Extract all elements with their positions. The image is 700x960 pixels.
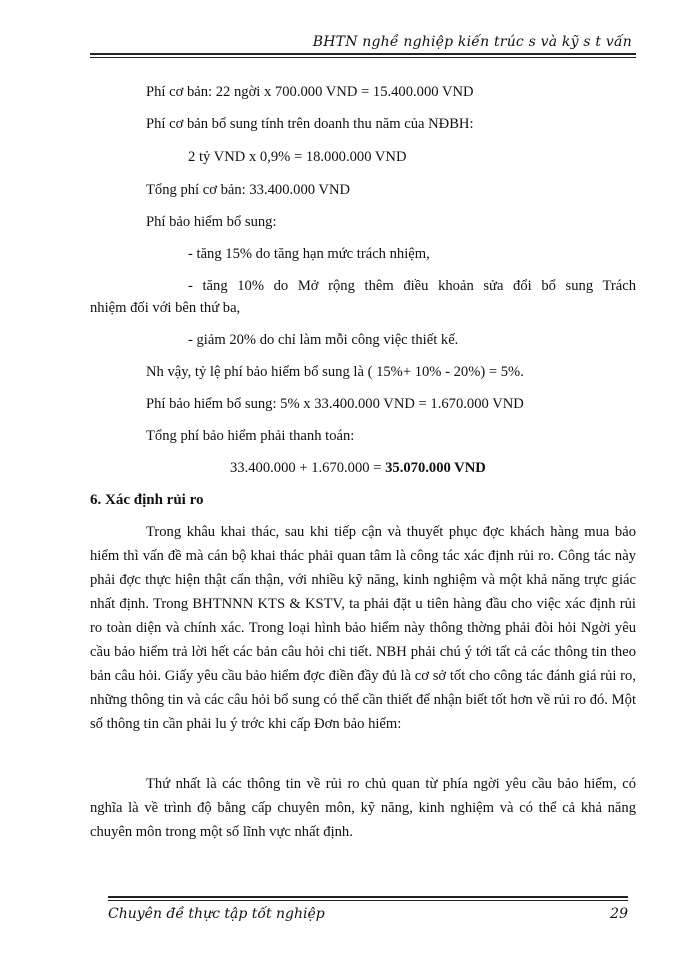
header-title: BHTN nghề nghiệp kiến trúc s và kỹ s t vấn	[312, 34, 632, 50]
bullet-increase-10: - tăng 10% do Mở rộng thêm điều khoản sửa đổi bổ sung Trách	[188, 278, 636, 294]
page-header	[90, 34, 636, 58]
page-number: 29	[610, 906, 628, 922]
paragraph-subjective-risk: Thứ nhất là các thông tin về rủi ro chủ quan từ phía ngời yêu cầu bảo hiểm, có nghĩa là về trình độ bằng cấp chuyên môn, kỹ năng, kinh nghiệm và có thể cả khả năng chuyên môn trong một số lĩnh vực nhất định.	[90, 776, 636, 840]
total-basic-fee-line: Tổng phí cơ bản: 33.400.000 VND	[146, 182, 351, 198]
footer-rule-thin	[108, 900, 628, 901]
total-premium-calc	[230, 460, 486, 477]
paragraph-risk-identification: Trong khâu khai thác, sau khi tiếp cận và thuyết phục đợc khách hàng mua bảo hiểm thì vấn đề mà cán bộ khai thác phải quan tâm là công tác xác định rủi ro. Công tác này phải đợc thực hiện thật cẩn thận, với nhiều kỹ năng, kinh nghiệm và một khả năng trực giác nhất định. Trong BHTNNN KTS & KSTV, ta phải đặt u tiên hàng đầu cho việc xác định rủi ro toàn diện và chính xác. Trong loại hình bảo hiểm này thông thờng phải đòi hỏi Ngời yêu cầu bảo hiểm trả lời hết các bản câu hỏi chi tiết. NBH phải chú ý tới tất cả các thông tin theo bản câu hỏi. Giấy yêu cầu bảo hiểm đợc điền đầy đủ là cơ sở tốt cho công tác đánh giá rủi ro, những thông tin và các câu hỏi bổ sung có thể cần thiết để nhận biết tốt hơn về rủi ro đó. Một số thông tin cần phải lu ý trớc khi cấp Đơn bảo hiểm:	[90, 524, 636, 732]
section-heading-risk: 6. Xác định rủi ro	[90, 492, 204, 508]
footer-title: Chuyên đề thực tập tốt nghiệp	[108, 906, 325, 922]
header-rule-thin	[90, 57, 636, 58]
additional-basic-fee-line: Phí cơ bản bổ sung tính trên doanh thu năm của NĐBH:	[146, 116, 474, 132]
basic-fee-line: Phí cơ bản: 22 ngời x 700.000 VND = 15.400.000 VND	[146, 84, 474, 100]
footer-rule	[108, 896, 628, 898]
page-footer	[108, 896, 628, 928]
additional-premium-heading: Phí bảo hiểm bổ sung:	[146, 214, 277, 230]
total-premium-value: 35.070.000 VND	[385, 460, 486, 476]
header-rule	[90, 53, 636, 55]
revenue-fee-line: 2 tỷ VND x 0,9% = 18.000.000 VND	[188, 149, 407, 165]
total-premium-heading: Tổng phí bảo hiểm phải thanh toán:	[146, 428, 355, 444]
bullet-decrease-20: - giảm 20% do chỉ làm mỗi công việc thiết kế.	[188, 332, 459, 348]
total-premium-prefix: 33.400.000 + 1.670.000 =	[230, 460, 386, 476]
additional-rate-line: Nh vậy, tỷ lệ phí bảo hiểm bổ sung là ( 15%+ 10% - 20%) = 5%.	[146, 364, 524, 380]
footer-row	[108, 906, 628, 928]
bullet-increase-15: - tăng 15% do tăng hạn mức trách nhiệm,	[188, 246, 430, 262]
additional-premium-line: Phí bảo hiểm bổ sung: 5% x 33.400.000 VND = 1.670.000 VND	[146, 396, 524, 412]
bullet-increase-10-cont: nhiệm đối với bên thứ ba,	[90, 300, 241, 316]
